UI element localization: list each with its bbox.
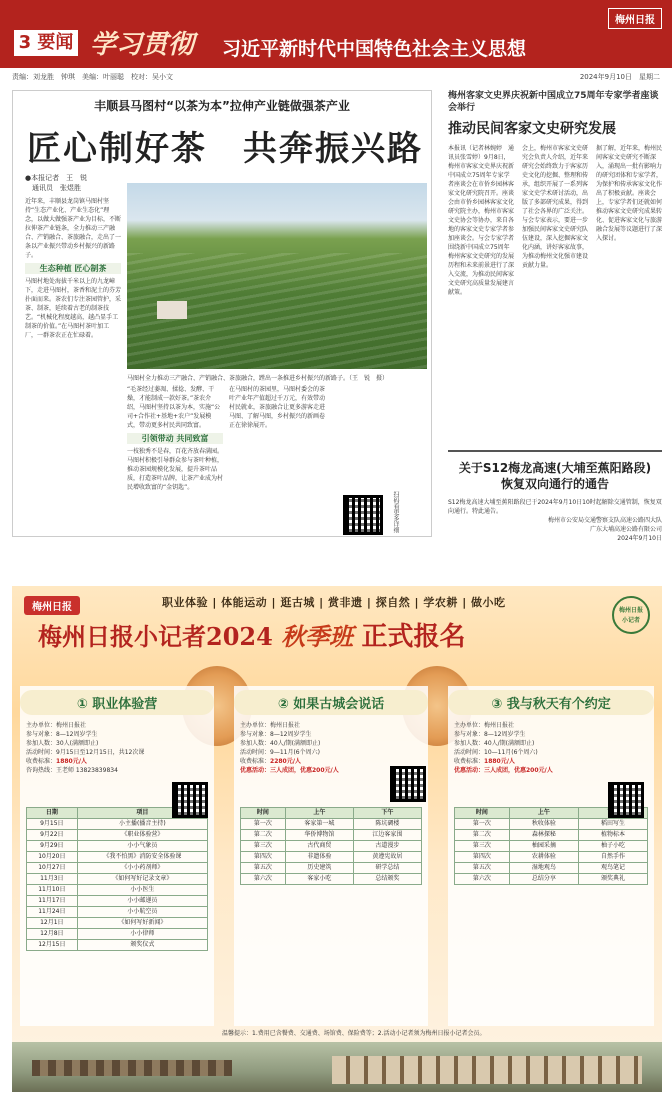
lead-paragraph: 马图村地处海拔千米以上的九龙嶂下，走进马图村，茶香和泥土的芬芳扑面而来。茶农们专注茶园管护，采茶、制茶，延续着古老的制茶技艺。“机械化程度越高，越凸显手工制茶的价值。”在马图村茶叶加工厂，一群茶农正在忙碌着。 bbox=[25, 278, 121, 339]
table-row: 10月20日 《我不怕黑》消防安全体验课 bbox=[27, 852, 208, 863]
lead-paragraph: 一枝独秀不是春，百花齐放春满园。马图村积极引导群众参与茶叶种植，推动茶园规模化发展，提升茶叶品质，打造茶叶品牌，让茶产业成为村民增收致富的“金钥匙”。 bbox=[127, 448, 223, 491]
table-header: 项目 bbox=[77, 808, 207, 819]
table-row: 10月27日 《小小药剂师》 bbox=[27, 863, 208, 874]
course-price: 1880元/人 bbox=[484, 758, 515, 765]
table-row: 第一次 秋收体验 稻田写生 bbox=[455, 819, 648, 830]
lead-headline: 匠心制好茶 共奔振兴路 bbox=[27, 129, 423, 169]
table-header: 上午 bbox=[509, 808, 578, 819]
course-info: 主办单位：梅州日报社 参与对象：8—12周岁学生 参加人数：40人/期(满额即止) 活动时间：10—11月(6个周六) 收费标准： bbox=[454, 722, 538, 765]
table-row: 11月10日 小小医生 bbox=[27, 885, 208, 896]
table-header: 上午 bbox=[285, 808, 353, 819]
bridge-image bbox=[32, 1060, 232, 1076]
ad-title-post: 正式报名 bbox=[361, 622, 466, 652]
lead-column-2 bbox=[127, 385, 223, 531]
course-title: ③ 我与秋天有个约定 bbox=[448, 690, 654, 715]
lead-subhead: 生态种植 匠心制茶 bbox=[25, 263, 121, 274]
table-row: 9月22日 《职业体验营》 bbox=[27, 830, 208, 841]
ad-note: 温馨提示：1.费用已含餐费、交通费、场馆费、保险费等；2.活动小记者须为梅州日报小记者会员。 bbox=[222, 1030, 486, 1037]
ad-title-brush: 秋季班 bbox=[281, 622, 354, 651]
page-number-label: 3 要闻 bbox=[14, 30, 78, 56]
table-row: 9月15日 小主播(播音主持) bbox=[27, 819, 208, 830]
table-row: 第二次 华侨博物馆 江边客家围 bbox=[241, 830, 422, 841]
slogan-brush: 学习贯彻 bbox=[90, 30, 195, 60]
qr-code[interactable] bbox=[608, 782, 644, 818]
table-row: 第三次 古代商贸 古道漫步 bbox=[241, 841, 422, 852]
table-row: 第四次 非遗体验 黄遵宪故居 bbox=[241, 852, 422, 863]
ad-title bbox=[38, 616, 466, 653]
side-kicker: 梅州客家文史界庆祝新中国成立75周年专家学者座谈会举行 bbox=[448, 91, 659, 113]
traffic-notice bbox=[448, 450, 662, 578]
table-row: 第二次 森林探秘 植物标本 bbox=[455, 830, 648, 841]
table-header: 时间 bbox=[455, 808, 510, 819]
lead-column-1 bbox=[25, 197, 121, 531]
paper-logo: 梅州日报 bbox=[608, 8, 662, 29]
table-header: 日期 bbox=[27, 808, 78, 819]
table-row: 第三次 柚园采摘 柚子小吃 bbox=[455, 841, 648, 852]
lead-paragraph: “毛茶经过萎凋、揉捻、发酵、干燥，才能制成一款好茶。”茶农介绍，马图村坚持以茶为本，实施“公司+合作社+基地+农户”发展模式，带动更多村民共同致富。 bbox=[127, 386, 221, 429]
page-header bbox=[0, 0, 672, 68]
issue-date: 2024年9月10日 星期二 bbox=[579, 73, 660, 81]
reporter-badge-icon: 梅州日报 小记者 bbox=[612, 596, 650, 634]
schedule-table bbox=[240, 807, 422, 885]
table-row: 11月24日 小小航空员 bbox=[27, 907, 208, 918]
ad-footer-scenery bbox=[12, 1042, 662, 1092]
lead-paragraph: 在马图村的茶园里，马图村委会的茶叶产业年产值超过千万元，有效带动村民就业，茶旅融合让更多游客走进马图、了解马图，乡村振兴的新画卷正在徐徐展开。 bbox=[229, 386, 325, 429]
table-row: 12月15日 颁奖仪式 bbox=[27, 940, 208, 951]
table-row: 9月29日 小小气象员 bbox=[27, 841, 208, 852]
ad-logo: 梅州日报 bbox=[24, 596, 80, 615]
course-title: ① 职业体验营 bbox=[20, 690, 214, 715]
notice-signature: 梅州市公安局交通警察支队高速公路四大队 广东大埔高速公路有限公司 2024年9月10日 bbox=[547, 517, 662, 542]
side-headline: 推动民间客家文史研究发展 bbox=[448, 121, 616, 137]
ad-title-pre: 梅州日报小记者2024 bbox=[38, 622, 273, 651]
table-row: 第六次 客家小吃 总结颁奖 bbox=[241, 874, 422, 885]
side-column: 本报讯（记者林婉婷 通讯员张雪婷）9月8日，梅州市客家文史界庆祝新中国成立75周年专家学者座谈会在市侨乡园林客家文化研究院召开。座谈会由市侨乡园林客家文化研究院主办，梅州市客家文史协会等协办，来自各地的客家文史专家学者参加座谈会。与会专家学者围绕新中国成立75周年梅州客家文史研究的发展历程和未来前景进行了深入交流，为推动民间客家文史研究高质量发展建言献策。 bbox=[448, 145, 514, 296]
table-header: 下午 bbox=[353, 808, 421, 819]
schedule-table bbox=[26, 807, 208, 951]
editor-credits: 责编：刘龙胜 钟琪 美编：叶丽聪 校对：吴小文 bbox=[12, 73, 173, 81]
course-price: 1880元/人 bbox=[56, 758, 87, 765]
lead-article bbox=[12, 90, 432, 537]
lead-subhead: 引领带动 共同致富 bbox=[127, 433, 223, 444]
lead-column-3 bbox=[229, 385, 325, 531]
notice-body: S12梅龙高速大埔至蕉阳路段已于2024年9月10日10时起解除交通管制，恢复双向通行。特此通告。 bbox=[448, 499, 662, 515]
table-row: 第一次 客家第一城 陈坑碉楼 bbox=[241, 819, 422, 830]
course-contact: 优惠活动：三人成团，优惠200元/人 bbox=[240, 767, 339, 774]
lead-paragraph: 近年来，丰顺县龙岗镇马图村坚持“生态产业化、产业生态化”理念，以做大做强茶产业为目标，不断拉伸茶产业链条，全力推动三产融合、产销融合、茶旅融合，走出了一条以产业振兴带动乡村振兴的新路子。 bbox=[25, 198, 121, 259]
qr-code[interactable] bbox=[172, 782, 208, 818]
town-image bbox=[332, 1056, 642, 1084]
lead-kicker: 丰顺县马图村“以茶为本”拉伸产业链做强茶产业 bbox=[94, 99, 350, 113]
course-info: 主办单位：梅州日报社 参与对象：8—12周岁学生 参加人数：40人/期(满额即止) 活动时间：9—11月(6个周六) 收费标准： bbox=[240, 722, 321, 765]
photo-caption: 马图村全力推动三产融合、产销融合、茶旅融合，蹚出一条推进乡村振兴的新路子。（王 锐 摄） bbox=[127, 375, 389, 382]
table-row: 12月1日 《如何写好新闻》 bbox=[27, 918, 208, 929]
table-row: 11月17日 小小邮递员 bbox=[27, 896, 208, 907]
side-column: 会上，梅州市客家文史研究会负责人介绍，近年来研究会始终致力于客家历史文化的挖掘、整理和传承，组织开展了一系列客家文史学术研讨活动，出版了多部研究成果，得到了社会各界的广泛关注。与会专家表示，要进一步加强民间客家文史研究队伍建设，深入挖掘客家文化内涵，讲好客家故事，为推动梅州文化强市建设贡献力量。 bbox=[522, 145, 588, 269]
credits-line bbox=[12, 72, 660, 82]
side-column: 据了解，近年来，梅州民间客家文史研究不断深入，涌现出一批有影响力的研究团体和专家学者，为保护和传承客家文化作出了积极贡献。座谈会上，专家学者们还就如何推动客家文史研究成果转化、促进客家文化与旅游融合发展等议题进行了深入探讨。 bbox=[596, 145, 662, 242]
table-header: 时间 bbox=[241, 808, 286, 819]
table-row: 第五次 历史建筑 研学总结 bbox=[241, 863, 422, 874]
qr-code[interactable] bbox=[390, 766, 426, 802]
ad-tagline: 职业体验 | 体能运动 | 逛古城 | 赏非遗 | 探自然 | 学农耕 | 做小吃 bbox=[162, 596, 506, 609]
reporter-camp-ad bbox=[12, 586, 662, 1092]
course-price: 2280元/人 bbox=[270, 758, 301, 765]
notice-headline: 关于S12梅龙高速(大埔至蕉阳路段) 恢复双向通行的通告 bbox=[458, 461, 652, 491]
qr-label: 扫码看更多详细 bbox=[392, 491, 399, 533]
qr-code[interactable] bbox=[343, 495, 383, 535]
side-story bbox=[448, 90, 662, 446]
course-column bbox=[20, 686, 214, 1026]
lead-byline: ●本报记者 王 锐 通讯员 张煜胜 bbox=[25, 174, 88, 192]
table-row: 第五次 湿地观鸟 观鸟笔记 bbox=[455, 863, 648, 874]
course-title: ② 如果古城会说话 bbox=[234, 690, 428, 715]
course-info: 主办单位：梅州日报社 参与对象：8—12周岁学生 参加人数：30人(满额即止) 活动时间：9月15日至12月15日，共12次课 收费标准： bbox=[26, 722, 145, 765]
course-column bbox=[234, 686, 428, 1026]
tea-plantation-photo bbox=[127, 183, 427, 369]
table-row: 第六次 总结分享 颁奖典礼 bbox=[455, 874, 648, 885]
series-title: 习近平新时代中国特色社会主义思想 bbox=[222, 38, 527, 60]
course-column bbox=[448, 686, 654, 1026]
table-row: 第四次 农耕体验 自然手作 bbox=[455, 852, 648, 863]
course-contact: 优惠活动：三人成团，优惠200元/人 bbox=[454, 767, 553, 774]
course-contact: 咨询热线：王老师 13823839834 bbox=[26, 767, 118, 774]
schedule-table bbox=[454, 807, 648, 885]
table-row: 11月3日 《如何写好记录文章》 bbox=[27, 874, 208, 885]
table-row: 12月8日 小小律师 bbox=[27, 929, 208, 940]
